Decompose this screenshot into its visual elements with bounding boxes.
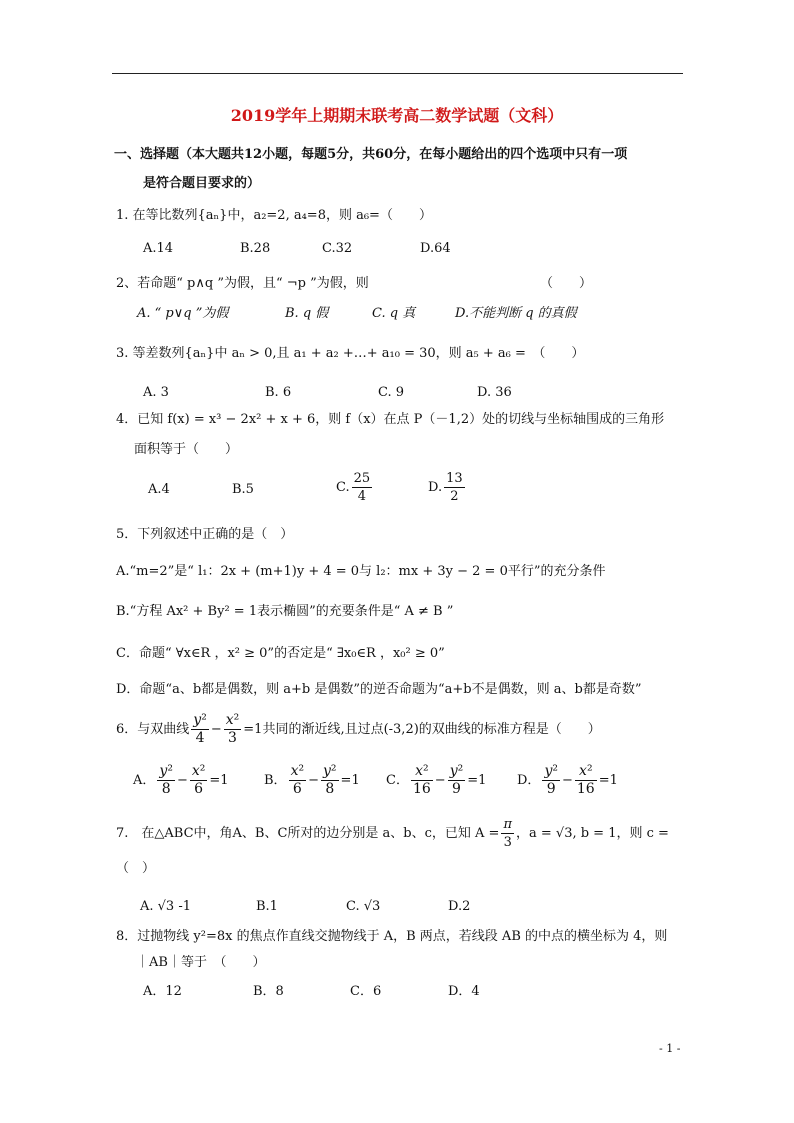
question-8-option-a: A．12 [143, 984, 182, 999]
question-1-option-a: A.14 [143, 241, 174, 256]
question-4-stem-cont: 面积等于（ ） [134, 442, 239, 457]
section-heading: 一、选择题（本大题共12小题，每题5分，共60分，在每小题给出的四个选项中只有一项 [114, 147, 628, 162]
question-8-stem: 8．过抛物线 y²=8x 的焦点作直线交抛物线于 A，B 两点，若线段 AB 的中点的横坐标为 4，则 [116, 929, 668, 944]
question-4-option-c: C. $\frac{25}{4}$ [336, 471, 371, 504]
question-7-stem: 7. 在△ABC中，角A、B、C所对的边分别是 a、b、c，已知 A = $\frac{\pi}{3}$ ，a = √3, b = 1，则 c = [116, 817, 669, 850]
question-4-option-d-numerator: 13 [446, 471, 463, 486]
question-3-stem: 3. 等差数列{aₙ}中 aₙ > 0,且 a₁ + a₂ +…+ a₁₀ = 30，则 a₅ + a₆ = （ ） [116, 346, 585, 361]
question-2-option-d: D.不能判断 q 的真假 [455, 306, 577, 321]
question-7-option-d: D.2 [448, 899, 471, 914]
section-heading-cont: 是符合题目要求的） [143, 176, 261, 191]
header-rule [112, 73, 683, 74]
question-6-option-d: D． $\frac{\text{y²}}{9}$ − $\frac{\text{x²}}{16}$ =1 [517, 763, 618, 797]
question-6-option-c: C． $\frac{\text{x²}}{16}$ − $\frac{\text{y²}}{9}$ =1 [386, 763, 487, 797]
question-1-option-d: D.64 [420, 241, 451, 256]
question-6-option-b: B． $\frac{\text{x²}}{6}$ − $\frac{\text{y²}}{8}$ =1 [264, 763, 360, 797]
page-title: 2019学年上期期末联考高二数学试题（文科） [230, 106, 564, 125]
question-4-option-c-numerator: 25 [353, 471, 371, 486]
question-2-option-a: A. “ p∨q ”为假 [137, 306, 229, 321]
question-8-option-d: D．4 [448, 984, 480, 999]
question-4-option-d-denominator: 2 [450, 489, 459, 504]
question-7-paren: （ ） [116, 861, 156, 876]
question-3-option-d: D. 36 [477, 385, 512, 400]
question-8-option-c: C．6 [350, 984, 382, 999]
question-2-stem: 2、若命题“ p∧q ”为假，且“ ¬p ”为假，则 [116, 276, 369, 291]
question-4-option-b: B.5 [232, 482, 254, 497]
question-3-option-c: C. 9 [378, 385, 405, 400]
question-1-option-c: C.32 [322, 241, 353, 256]
question-3-option-a: A. 3 [143, 385, 169, 400]
question-8-stem-cont: ｜AB｜等于 （ ） [136, 955, 266, 970]
question-1-stem: 1. 在等比数列{aₙ}中，a₂=2, a₄=8，则 a₆=（ ） [116, 208, 432, 223]
question-8-option-b: B．8 [253, 984, 284, 999]
question-5-option-c: C．命题“ ∀x∈R ，x² ≥ 0”的否定是“ ∃x₀∈R ，x₀² ≥ 0” [116, 646, 445, 661]
question-4-stem: 4．已知 f(x) = x³ − 2x² + x + 6，则 f（x）在点 P（－1,2）处的切线与坐标轴围成的三角形 [116, 412, 665, 427]
question-1-option-b: B.28 [240, 241, 271, 256]
question-4-option-a: A.4 [148, 482, 170, 497]
question-6-stem: 6．与双曲线 $\frac{\text{y²}}{4}$ − $\frac{\text{x²}}{3}$ =1共同的渐近线,且过点(-3,2)的双曲线的标准方程是（ ） [116, 712, 601, 746]
question-3-option-b: B. 6 [265, 385, 292, 400]
page-number: - 1 - [659, 1042, 681, 1055]
question-7-option-b: B.1 [256, 899, 278, 914]
question-2-paren: （ ） [540, 276, 593, 291]
question-7-option-a: A. √3 -1 [140, 899, 192, 914]
question-4-option-d: D. $\frac{13}{2}$ [428, 471, 463, 504]
question-4-option-c-denominator: 4 [357, 489, 367, 504]
question-5-option-a: A.“m=2”是“ l₁：2x + (m+1)y + 4 = 0与 l₂：mx + 3y − 2 = 0平行”的充分条件 [116, 564, 606, 579]
question-2-option-b: B. q 假 [285, 306, 329, 321]
question-5-stem: 5．下列叙述中正确的是（ ） [116, 527, 294, 542]
question-6-option-a: A． $\frac{\text{y²}}{8}$ − $\frac{\text{x²}}{6}$ =1 [133, 763, 229, 797]
question-7-option-c: C. √3 [346, 899, 381, 914]
question-5-option-d: D．命题“a、b都是偶数，则 a+b 是偶数”的逆否命题为“a+b不是偶数，则 a、b都是奇数” [116, 682, 642, 697]
question-2-option-c: C. q 真 [372, 306, 416, 321]
question-5-option-b: B.“方程 Ax² + By² = 1表示椭圆”的充要条件是“ A ≠ B ” [116, 604, 454, 619]
